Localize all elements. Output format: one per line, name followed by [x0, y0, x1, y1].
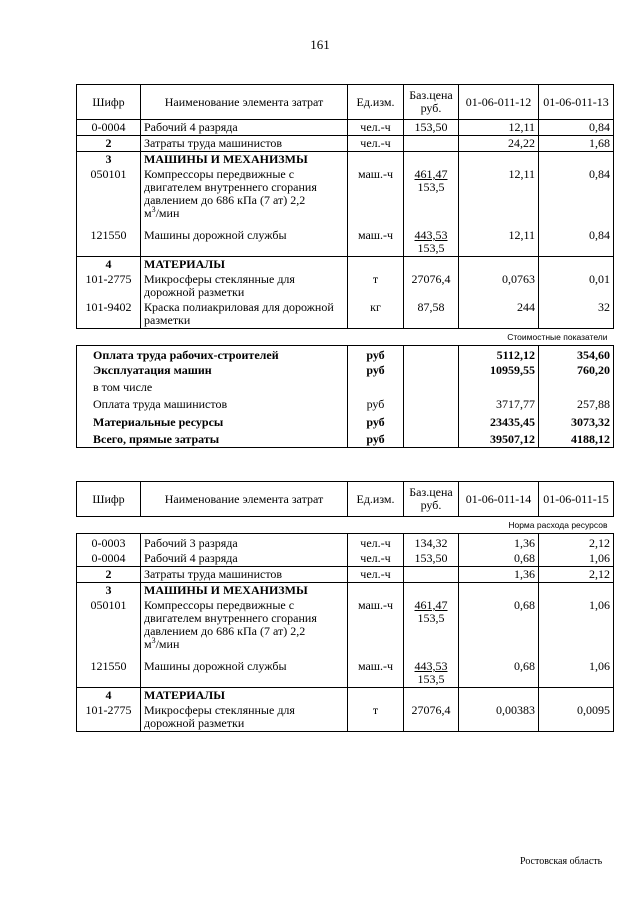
row-code: 050101	[77, 167, 141, 221]
row-value-a: 0,68	[459, 652, 539, 688]
name-line: Микросферы стеклянные для	[144, 703, 295, 717]
row-price	[404, 221, 459, 257]
row-unit: маш.-ч	[348, 221, 404, 257]
row-value-a: 24,22	[459, 136, 539, 152]
row-name: Машины дорожной службы	[141, 221, 348, 257]
row-value-a: 0,0763	[459, 272, 539, 300]
name-line	[144, 207, 344, 220]
row-price: 27076,4	[404, 703, 459, 732]
row-value-b: 1,06	[539, 598, 614, 652]
header-col-a: 01-06-011-12	[459, 85, 539, 120]
row-price	[404, 652, 459, 688]
summary-row	[77, 378, 614, 397]
row-value-a: 0,68	[459, 551, 539, 567]
unit-text: /мин	[155, 206, 180, 220]
section-row	[77, 152, 614, 168]
row-value-b: 1,06	[539, 652, 614, 688]
row-code: 2	[77, 567, 141, 583]
row-value-b: 1,68	[539, 136, 614, 152]
name-line: дорожной разметки	[144, 716, 245, 730]
table-row	[77, 167, 614, 221]
row-code: 0-0003	[77, 534, 141, 552]
summary-unit: руб	[348, 397, 404, 412]
row-name: Рабочий 4 разряда	[141, 551, 348, 567]
summary-value-a: 5112,12	[459, 346, 539, 364]
table-row	[77, 652, 614, 688]
row-value-a: 0,68	[459, 598, 539, 652]
table-row	[77, 551, 614, 567]
name-line: разметки	[144, 313, 191, 327]
header-code: Шифр	[77, 482, 141, 517]
table-row	[77, 272, 614, 300]
unit-text: м	[144, 637, 152, 651]
summary-unit: руб	[348, 363, 404, 378]
price-total: 461,47	[414, 598, 448, 612]
row-unit: маш.-ч	[348, 598, 404, 652]
row-code: 2	[77, 136, 141, 152]
row-code: 3	[77, 583, 141, 599]
row-value-b: 0,01	[539, 272, 614, 300]
summary-row	[77, 430, 614, 448]
row-code: 121550	[77, 652, 141, 688]
row-price	[404, 567, 459, 583]
row-value-a: 12,11	[459, 120, 539, 136]
row-name	[141, 300, 348, 329]
summary-value-b: 4188,12	[539, 430, 614, 448]
summary-name: Материальные ресурсы	[77, 412, 348, 430]
summary-value-a: 39507,12	[459, 430, 539, 448]
row-unit: чел.-ч	[348, 136, 404, 152]
price-wage: 153,5	[417, 611, 445, 625]
summary-value-b: 3073,32	[539, 412, 614, 430]
summary-name: Всего, прямые затраты	[77, 430, 348, 448]
row-code: 101-2775	[77, 703, 141, 732]
row-code: 0-0004	[77, 551, 141, 567]
row-name: Рабочий 4 разряда	[141, 120, 348, 136]
header-price: Баз.цена руб.	[404, 482, 459, 517]
row-value-a: 244	[459, 300, 539, 329]
row-value-b: 0,84	[539, 167, 614, 221]
header-col-a: 01-06-011-14	[459, 482, 539, 517]
summary-row	[77, 397, 614, 412]
table-row	[77, 120, 614, 136]
summary-value-a: 23435,45	[459, 412, 539, 430]
table-row	[77, 221, 614, 257]
norms-table-2	[76, 481, 614, 732]
row-value-a: 1,36	[459, 534, 539, 552]
row-unit: т	[348, 272, 404, 300]
name-line: Компрессоры передвижные с	[144, 167, 295, 181]
row-unit: кг	[348, 300, 404, 329]
table-row	[77, 534, 614, 552]
row-unit: маш.-ч	[348, 652, 404, 688]
section-label: Норма расхода ресурсов	[77, 517, 614, 534]
table-row	[77, 703, 614, 732]
price-total: 443,53	[414, 228, 448, 242]
row-value-a: 0,00383	[459, 703, 539, 732]
row-unit: чел.-ч	[348, 120, 404, 136]
row-price	[404, 598, 459, 652]
table-header	[77, 482, 614, 517]
row-value-b: 2,12	[539, 534, 614, 552]
row-value-b: 0,84	[539, 221, 614, 257]
name-line	[144, 638, 344, 651]
table-row	[77, 300, 614, 329]
row-name: Машины дорожной службы	[141, 652, 348, 688]
summary-name: Оплата труда машинистов	[77, 397, 348, 412]
row-price: 134,32	[404, 534, 459, 552]
summary-name: Эксплуатация машин	[77, 363, 348, 378]
row-value-b: 2,12	[539, 567, 614, 583]
row-unit: чел.-ч	[348, 567, 404, 583]
row-name	[141, 703, 348, 732]
row-value-b: 0,84	[539, 120, 614, 136]
row-price: 87,58	[404, 300, 459, 329]
row-name: Рабочий 3 разряда	[141, 534, 348, 552]
row-unit: чел.-ч	[348, 534, 404, 552]
row-name: Затраты труда машинистов	[141, 567, 348, 583]
price-wage: 153,5	[417, 180, 445, 194]
unit-text: м	[144, 206, 152, 220]
row-price	[404, 136, 459, 152]
row-unit: маш.-ч	[348, 167, 404, 221]
header-unit: Ед.изм.	[348, 482, 404, 517]
header-name: Наименование элемента затрат	[141, 482, 348, 517]
row-code: 050101	[77, 598, 141, 652]
name-line: Микросферы стеклянные для	[144, 272, 295, 286]
row-name	[141, 598, 348, 652]
price-total: 443,53	[414, 659, 448, 673]
row-value-a: 12,11	[459, 221, 539, 257]
row-code: 4	[77, 257, 141, 273]
header-unit: Ед.изм.	[348, 85, 404, 120]
name-line: двигателем внутреннего сгорания	[144, 611, 317, 625]
price-wage: 153,5	[417, 672, 445, 686]
name-line: Компрессоры передвижные с	[144, 598, 295, 612]
section-label-row	[77, 517, 614, 534]
table-header	[77, 85, 614, 120]
section-row	[77, 257, 614, 273]
row-price: 27076,4	[404, 272, 459, 300]
summary-unit: руб	[348, 346, 404, 364]
row-value-b: 0,0095	[539, 703, 614, 732]
row-name	[141, 272, 348, 300]
summary-value-a: 3717,77	[459, 397, 539, 412]
header-col-b: 01-06-011-15	[539, 482, 614, 517]
table-row	[77, 598, 614, 652]
row-unit: чел.-ч	[348, 551, 404, 567]
header-code: Шифр	[77, 85, 141, 120]
section-title: МАШИНЫ И МЕХАНИЗМЫ	[141, 152, 348, 168]
summary-row	[77, 412, 614, 430]
name-line: давлением до 686 кПа (7 ат) 2,2	[144, 624, 306, 638]
row-value-a: 1,36	[459, 567, 539, 583]
summary-name: в том числе	[77, 378, 348, 397]
name-line: дорожной разметки	[144, 285, 245, 299]
summary-unit: руб	[348, 412, 404, 430]
row-code: 101-9402	[77, 300, 141, 329]
row-name	[141, 167, 348, 221]
row-name: Затраты труда машинистов	[141, 136, 348, 152]
norms-table-1	[76, 84, 614, 448]
footer-region: Ростовская область	[520, 856, 603, 867]
section-label-row	[77, 329, 614, 346]
summary-value-b: 354,60	[539, 346, 614, 364]
row-value-b: 1,06	[539, 551, 614, 567]
row-code: 121550	[77, 221, 141, 257]
section-row	[77, 688, 614, 704]
price-wage: 153,5	[417, 241, 445, 255]
row-value-b: 32	[539, 300, 614, 329]
unit-exponent: 3	[151, 636, 156, 645]
table-row	[77, 567, 614, 583]
name-line: давлением до 686 кПа (7 ат) 2,2	[144, 193, 306, 207]
summary-unit: руб	[348, 430, 404, 448]
row-price: 153,50	[404, 551, 459, 567]
row-code: 4	[77, 688, 141, 704]
row-code: 0-0004	[77, 120, 141, 136]
row-unit: т	[348, 703, 404, 732]
header-price: Баз.цена руб.	[404, 85, 459, 120]
unit-text: /мин	[155, 637, 180, 651]
row-price	[404, 167, 459, 221]
price-total: 461,47	[414, 167, 448, 181]
section-title: МАТЕРИАЛЫ	[141, 688, 348, 704]
header-name: Наименование элемента затрат	[141, 85, 348, 120]
row-code: 101-2775	[77, 272, 141, 300]
summary-row	[77, 346, 614, 364]
unit-exponent: 3	[151, 205, 156, 214]
summary-row	[77, 363, 614, 378]
name-line: двигателем внутреннего сгорания	[144, 180, 317, 194]
summary-value-b: 257,88	[539, 397, 614, 412]
section-label: Стоимостные показатели	[77, 329, 614, 346]
section-row	[77, 583, 614, 599]
summary-value-b: 760,20	[539, 363, 614, 378]
summary-value-a: 10959,55	[459, 363, 539, 378]
row-code: 3	[77, 152, 141, 168]
row-value-a: 12,11	[459, 167, 539, 221]
summary-name: Оплата труда рабочих-строителей	[77, 346, 348, 364]
page-number: 161	[310, 37, 330, 52]
section-title: МАТЕРИАЛЫ	[141, 257, 348, 273]
name-line: Краска полиакриловая для дорожной	[144, 300, 334, 314]
section-title: МАШИНЫ И МЕХАНИЗМЫ	[141, 583, 348, 599]
header-col-b: 01-06-011-13	[539, 85, 614, 120]
table-row	[77, 136, 614, 152]
row-price: 153,50	[404, 120, 459, 136]
